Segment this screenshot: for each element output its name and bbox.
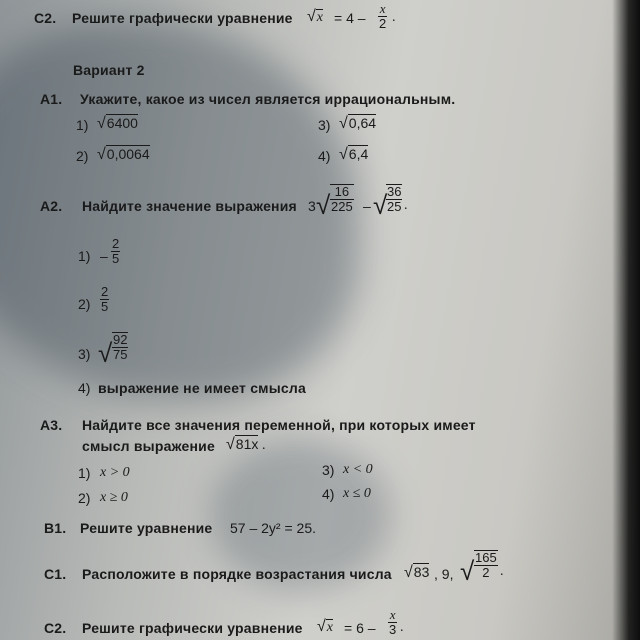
c1-question: Расположите в порядке возрастания числа xyxy=(82,566,392,582)
c1-sqrt83: √83 xyxy=(404,564,430,581)
c2-label: C2. xyxy=(44,620,67,636)
a1-opt3-num: 3) xyxy=(318,117,331,133)
b1-label: B1. xyxy=(44,520,67,536)
c2-eq: = 6 – xyxy=(344,620,376,636)
a3-end: . xyxy=(262,438,266,453)
prev-c2-eq: = 4 – xyxy=(334,10,366,26)
a3-opt3-num: 3) xyxy=(322,462,335,478)
a3-label: А3. xyxy=(40,417,63,433)
a3-opt4-num: 4) xyxy=(322,486,335,502)
a2-opt4-num: 4) xyxy=(78,380,91,396)
a2-opt4-text: выражение не имеет смысла xyxy=(98,380,306,396)
b1-question: Решите уравнение xyxy=(80,520,213,536)
c1-frac: $\frac{165}{2}$ xyxy=(475,550,497,580)
c1-sqrt-frac-sign: √ xyxy=(460,556,475,586)
a1-opt3: √0,64 xyxy=(339,115,377,132)
a1-opt4: √6,4 xyxy=(339,146,369,163)
a2-end: . xyxy=(404,198,408,213)
a2-opt1-num: 1) xyxy=(78,248,91,264)
prev-c2-label: C2. xyxy=(34,10,57,26)
variant-heading: Вариант 2 xyxy=(73,62,145,78)
c2-fraction: $\frac{x}{3}$ xyxy=(389,607,397,637)
a1-opt2-num: 2) xyxy=(76,148,89,164)
a2-opt1-frac: $\frac{2}{5}$ xyxy=(112,236,120,266)
a1-label: А1. xyxy=(40,91,63,107)
a3-question-line2: смысл выражение xyxy=(82,438,215,454)
prev-c2-sqrt: √x xyxy=(307,8,323,25)
a2-coef: 3 xyxy=(308,198,316,214)
a1-opt1-num: 1) xyxy=(76,117,89,133)
c2-end: . xyxy=(400,620,404,635)
a3-opt2-num: 2) xyxy=(78,490,91,506)
c2-question: Решите графически уравнение xyxy=(82,620,303,636)
prev-c2-text: Решите графически уравнение xyxy=(72,10,293,26)
a3-sqrt: √81x xyxy=(226,436,259,453)
c2-sqrt: √x xyxy=(317,618,333,635)
a1-opt1: √6400 xyxy=(97,115,138,132)
b1-equation: 57 – 2y² = 25. xyxy=(230,520,317,536)
c1-sep: , 9, xyxy=(434,566,454,582)
a3-question-line1: Найдите все значения переменной, при которых имеет xyxy=(82,417,476,433)
a2-opt3-sqrt-sign: √ xyxy=(98,338,113,368)
a2-sqrt1-sign: √ xyxy=(316,190,331,220)
a1-question: Укажите, какое из чисел является иррациональным. xyxy=(80,91,456,107)
c1-end: . xyxy=(500,564,504,579)
page-edge-shadow xyxy=(612,0,640,640)
a2-question: Найдите значение выражения xyxy=(82,198,297,214)
a1-opt2: √0,0064 xyxy=(97,146,150,163)
a2-opt3-num: 3) xyxy=(78,346,91,362)
a2-frac2: $\frac{36}{25}$ xyxy=(387,184,402,214)
a3-opt4: x ≤ 0 xyxy=(343,486,371,501)
prev-c2-fraction: $\frac{x}{2}$ xyxy=(379,1,387,31)
a2-opt2-frac: $\frac{2}{5}$ xyxy=(101,284,109,314)
a2-opt1-sign: – xyxy=(100,248,108,264)
a1-opt4-num: 4) xyxy=(318,148,331,164)
a2-sqrt2-sign: √ xyxy=(373,190,388,220)
a2-opt3-frac: $\frac{92}{75}$ xyxy=(113,332,128,362)
a3-opt1-num: 1) xyxy=(78,465,91,481)
a3-opt1: x > 0 xyxy=(100,465,130,480)
prev-c2-end: . xyxy=(392,10,396,25)
a3-opt2: x ≥ 0 xyxy=(100,490,128,505)
c1-label: C1. xyxy=(44,566,67,582)
a2-opt2-num: 2) xyxy=(78,296,91,312)
a2-minus: – xyxy=(363,198,371,214)
a2-label: А2. xyxy=(40,198,63,214)
a3-opt3: x < 0 xyxy=(343,462,373,477)
a2-frac1: $\frac{16}{225}$ xyxy=(331,184,353,214)
